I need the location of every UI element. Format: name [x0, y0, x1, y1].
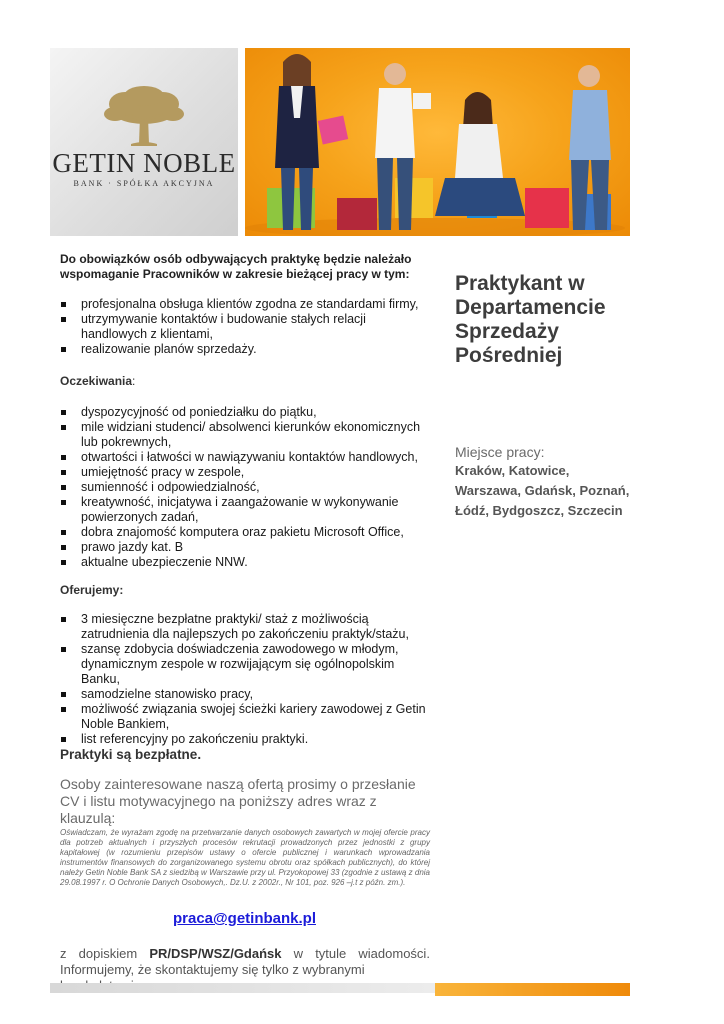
- subject-code: PR/DSP/WSZ/Gdańsk: [149, 946, 282, 961]
- list-item: dobra znajomość komputera oraz pakietu Microsoft Office,: [60, 525, 430, 540]
- closing-word: wiadomości.: [358, 946, 430, 961]
- logo-wordmark: GETIN NOBLE: [52, 148, 236, 178]
- list-item: aktualne ubezpieczenie NNW.: [60, 555, 430, 570]
- list-item: umiejętność pracy w zespole,: [60, 465, 430, 480]
- expectations-heading: [60, 374, 430, 389]
- email-row: [173, 911, 373, 927]
- intro-text: Do obowiązków osób odbywających praktykę będzie należało wspomaganie Pracowników w zakresie bieżącej pracy w tym:: [60, 252, 412, 281]
- list-item: profesjonalna obsługa klientów zgodna ze standardami firmy,: [60, 297, 430, 312]
- closing-line-1: [60, 946, 430, 962]
- list-item: utrzymywanie kontaktów i budowanie stałych relacji handlowych z klientami,: [60, 312, 430, 342]
- list-item: mile widziani studenci/ absolwenci kierunków ekonomicznych lub pokrewnych,: [60, 420, 430, 450]
- invite-text: Osoby zainteresowane naszą ofertą prosimy o przesłanie CV i listu motywacyjnego na poniższy adres wraz z klauzulą:: [60, 776, 416, 826]
- job-title: Praktykant w Departamencie Sprzedaży Pośredniej: [455, 272, 606, 367]
- logo-panel: [50, 48, 238, 236]
- duties-list: [60, 297, 430, 357]
- team-photo-illustration: [245, 48, 630, 236]
- expectations-list: [60, 405, 430, 570]
- list-item: otwartości i łatwości w nawiązywaniu kontaktów handlowych,: [60, 450, 430, 465]
- list-item: prawo jazdy kat. B: [60, 540, 430, 555]
- team-photo: [245, 48, 630, 236]
- logo-tagline: BANK · SPÓŁKA AKCYJNA: [73, 179, 215, 188]
- footer-stripe-orange: [435, 983, 630, 996]
- offer-list: [60, 612, 430, 747]
- oak-tree-icon: [103, 86, 185, 150]
- footer-stripe-grey: [50, 983, 435, 993]
- offer-heading: Oferujemy:: [60, 583, 124, 597]
- list-item: szansę zdobycia doświadczenia zawodowego w młodym, dynamicznym zespole w rozwijającym się ogólnopolskim Banku,: [60, 642, 430, 687]
- expectations-colon: :: [132, 374, 136, 388]
- expectations-title: Oczekiwania: [60, 374, 133, 388]
- list-item: sumienność i odpowiedzialność,: [60, 480, 430, 495]
- closing-word: w: [293, 946, 304, 961]
- email-link[interactable]: praca@getinbank.pl: [173, 910, 316, 927]
- list-item: samodzielne stanowisko pracy,: [60, 687, 430, 702]
- location-label: Miejsce pracy:: [455, 444, 545, 460]
- closing-line-2: Informujemy, że skontaktujemy się tylko z wybranymi: [60, 962, 365, 977]
- free-internship-note: Praktyki są bezpłatne.: [60, 747, 202, 762]
- list-item: dyspozycyjność od poniedziałku do piątku,: [60, 405, 430, 420]
- list-item: realizowanie planów sprzedaży.: [60, 342, 430, 357]
- location-list: Kraków, Katowice, Warszawa, Gdańsk, Poznań, Łódź, Bydgoszcz, Szczecin: [455, 463, 630, 518]
- closing-word: z: [60, 946, 67, 961]
- list-item: list referencyjny po zakończeniu praktyki.: [60, 732, 430, 747]
- list-item: możliwość związania swojej ścieżki kariery zawodowej z Getin Noble Bankiem,: [60, 702, 430, 732]
- list-item: kreatywność, inicjatywa i zaangażowanie w wykonywanie powierzonych zadań,: [60, 495, 430, 525]
- list-item: 3 miesięczne bezpłatne praktyki/ staż z możliwością zatrudnienia dla najlepszych po zakończeniu praktyk/stażu,: [60, 612, 430, 642]
- closing-word: tytule: [315, 946, 347, 961]
- closing-word: dopiskiem: [78, 946, 138, 961]
- consent-clause: Oświadczam, że wyrażam zgodę na przetwarzanie danych osobowych zawartych w mojej ofercie pracy dla potrzeb aktualnych i przyszłych procesów rekrutacji prowadzonych przez jednostki z grupy kapitałowej (w rozumieniu przepisów ustawy o ofercie publicznej i warunkach wprowadzania instrumentów finansowych do zorganizowanego systemu obrotu oraz spółkach publicznych), do której należy Getin Noble Bank SA z siedzibą w Warszawie przy ul. Przyokopowej 33 (zgodnie z ustawą z dnia 29.08.1997 r. O Ochronie Danych Osobowych,. Dz.U. z 2002r., Nr 101, poz. 926 –j.t z późn. zm.).: [60, 828, 430, 887]
